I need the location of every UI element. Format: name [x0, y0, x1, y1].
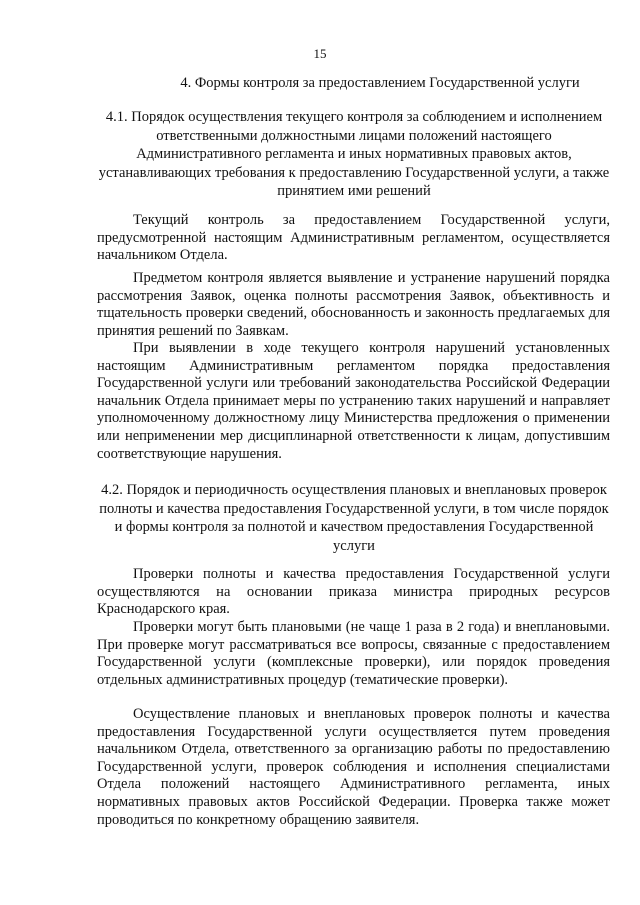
subsection-4-1-heading: 4.1. Порядок осуществления текущего контроля за соблюдением и исполнением ответственными должностными лицами положений настоящего Административного регламента и иных нормативных правовых актов, устанавливающих требования к предоставлению Государственной услуги, а также принятием ими решений — [98, 109, 610, 199]
paragraph-inspection-types: Проверки могут быть плановыми (не чаще 1 раза в 2 года) и внеплановыми. При проверке могут рассматриваться все вопросы, связанные с предоставлением Государственной услуги (комплексные проверки), или порядок проведения отдельных административных процедур (тематические проверки). — [97, 619, 610, 688]
paragraph-violations: При выявлении в ходе текущего контроля нарушений установленных настоящим Административным регламентом порядка предоставления Государственной услуги или требований законодательства Российской Федерации начальник Отдела принимает меры по устранению таких нарушений и направляет уполномоченному должностному лицу Министерства предложения о применении или неприменении мер дисциплинарной ответственности к лицам, допустившим соответствующие нарушения. — [97, 340, 610, 462]
paragraph-inspections-basis: Проверки полноты и качества предоставления Государственной услуги осуществляются на основании приказа министра природных ресурсов Краснодарского края. — [97, 566, 610, 618]
page-number: 15 — [313, 46, 327, 61]
subsection-4-2-heading: 4.2. Порядок и периодичность осуществления плановых и внеплановых проверок полноты и качества предоставления Государственной услуги, в том числе порядок и формы контроля за полнотой и качеством предоставления Государственной услуги — [99, 482, 609, 554]
paragraph-current-control: Текущий контроль за предоставлением Государственной услуги, предусмотренной настоящим Административным регламентом, осуществляется начальником Отдела. — [97, 212, 610, 264]
section-title: 4. Формы контроля за предоставлением Государственной услуги — [180, 75, 580, 91]
paragraph-control-subject: Предметом контроля является выявление и устранение нарушений порядка рассмотрения Заявок, оценка полноты рассмотрения Заявок, объективность и тщательность проверки сведений, обоснованность и законность предлагаемых для принятия решений по Заявкам. — [97, 270, 610, 339]
paragraph-inspection-procedure: Осуществление плановых и внеплановых проверок полноты и качества предоставления Государственной услуги осуществляется путем проведения начальником Отдела, ответственного за организацию работы по предоставлению Государственной услуги, проверок соблюдения и исполнения специалистами Отдела положений настоящего Административного регламента, иных нормативных правовых актов Российской Федерации. Проверка также может проводиться по конкретному обращению заявителя. — [97, 706, 610, 828]
